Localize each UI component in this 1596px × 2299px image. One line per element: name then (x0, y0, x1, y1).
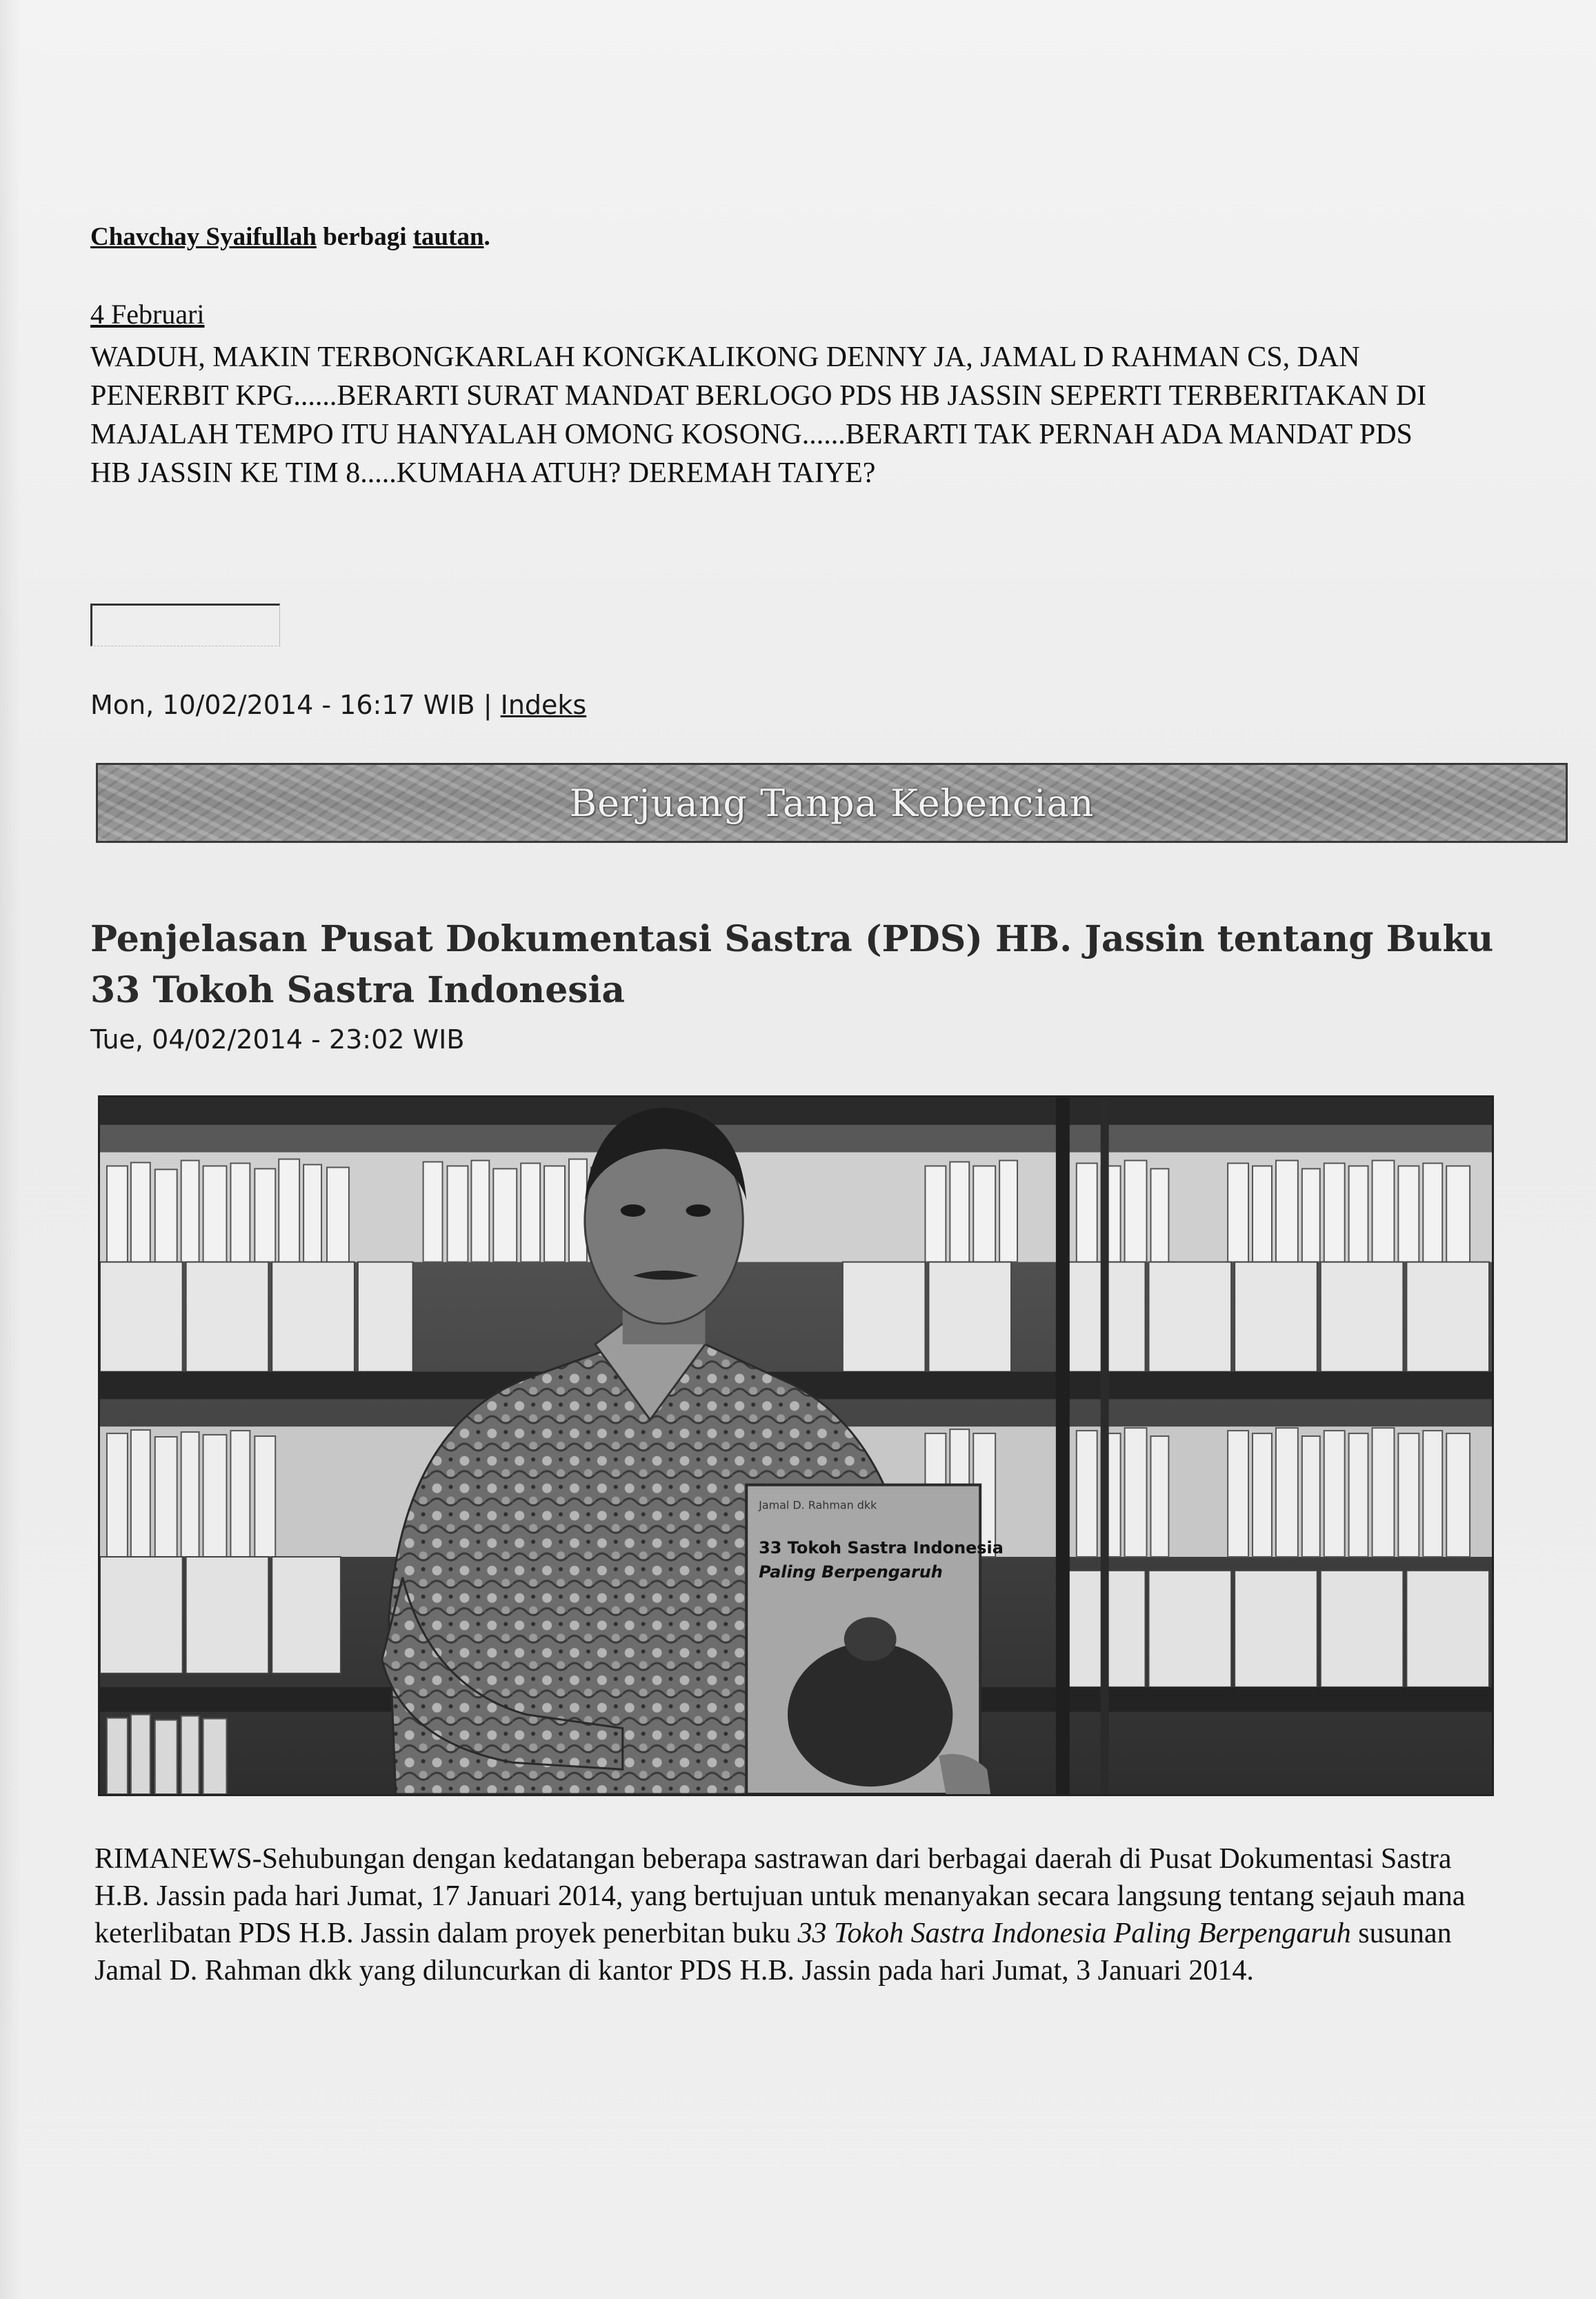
facebook-share-line (90, 222, 490, 252)
body-text-part2: susunan Jamal D. Rahman dkk yang diluncurkan di kantor PDS H.B. Jassin pada hari Jumat, 3 Januari 2014. (94, 1918, 1452, 1987)
share-punctuation: . (483, 223, 490, 251)
page-edge-shadow (0, 0, 21, 2299)
book-author: Jamal D. Rahman dkk (759, 1498, 877, 1512)
article-photo (98, 1095, 1494, 1796)
article-date: Tue, 04/02/2014 - 23:02 WIB (90, 1024, 465, 1055)
article-title: Penjelasan Pusat Dokumentasi Sastra (PDS) HB. Jassin tentang Buku 33 Tokoh Sastra Indonesia (90, 918, 1494, 1011)
share-author-link[interactable]: Chavchay Syaifullah (90, 223, 317, 251)
post-date[interactable]: 4 Februari (90, 299, 205, 330)
meta-separator: | (483, 690, 492, 720)
article-body (94, 1840, 1474, 1989)
index-link[interactable]: Indeks (500, 690, 587, 720)
meta-timestamp: Mon, 10/02/2014 - 16:17 WIB (90, 690, 475, 720)
book-title-line2: Paling Berpengaruh (759, 1562, 943, 1582)
empty-image-placeholder (90, 604, 280, 646)
meta-line (90, 690, 586, 720)
site-banner (96, 763, 1568, 843)
share-link-text[interactable]: tautan (412, 223, 484, 251)
photo-illustration (100, 1097, 1492, 1794)
book-title-line1: 33 Tokoh Sastra Indonesia (759, 1538, 1004, 1558)
post-text: WADUH, MAKIN TERBONGKARLAH KONGKALIKONG DENNY JA, JAMAL D RAHMAN CS, DAN PENERBIT KPG......BERARTI SURAT MANDAT BERLOGO PDS HB JASSIN SEPERTI TERBERITAKAN DI MAJALAH TEMPO ITU HANYALAH OMONG KOSONG......BERARTI TAK PERNAH ADA MANDAT PDS HB JASSIN KE TIM 8.....KUMAHA ATUH? DEREMAH TAIYE? (90, 341, 1427, 489)
body-text-part1: RIMANEWS-Sehubungan dengan kedatangan beberapa sastrawan dari berbagai daerah di Pusat Dokumentasi Sastra H.B. Jassin pada hari Jumat, 17 Januari 2014, yang bertujuan untuk menanyakan secara langsung tentang sejauh mana keterlibatan PDS H.B. Jassin dalam proyek penerbitan buku (94, 1843, 1466, 1949)
book-cover (746, 1485, 1004, 1794)
banner-title: Berjuang Tanpa Kebencian (569, 781, 1095, 825)
body-book-title: 33 Tokoh Sastra Indonesia Paling Berpengaruh (797, 1918, 1351, 1949)
share-action-text: berbagi (323, 223, 407, 251)
